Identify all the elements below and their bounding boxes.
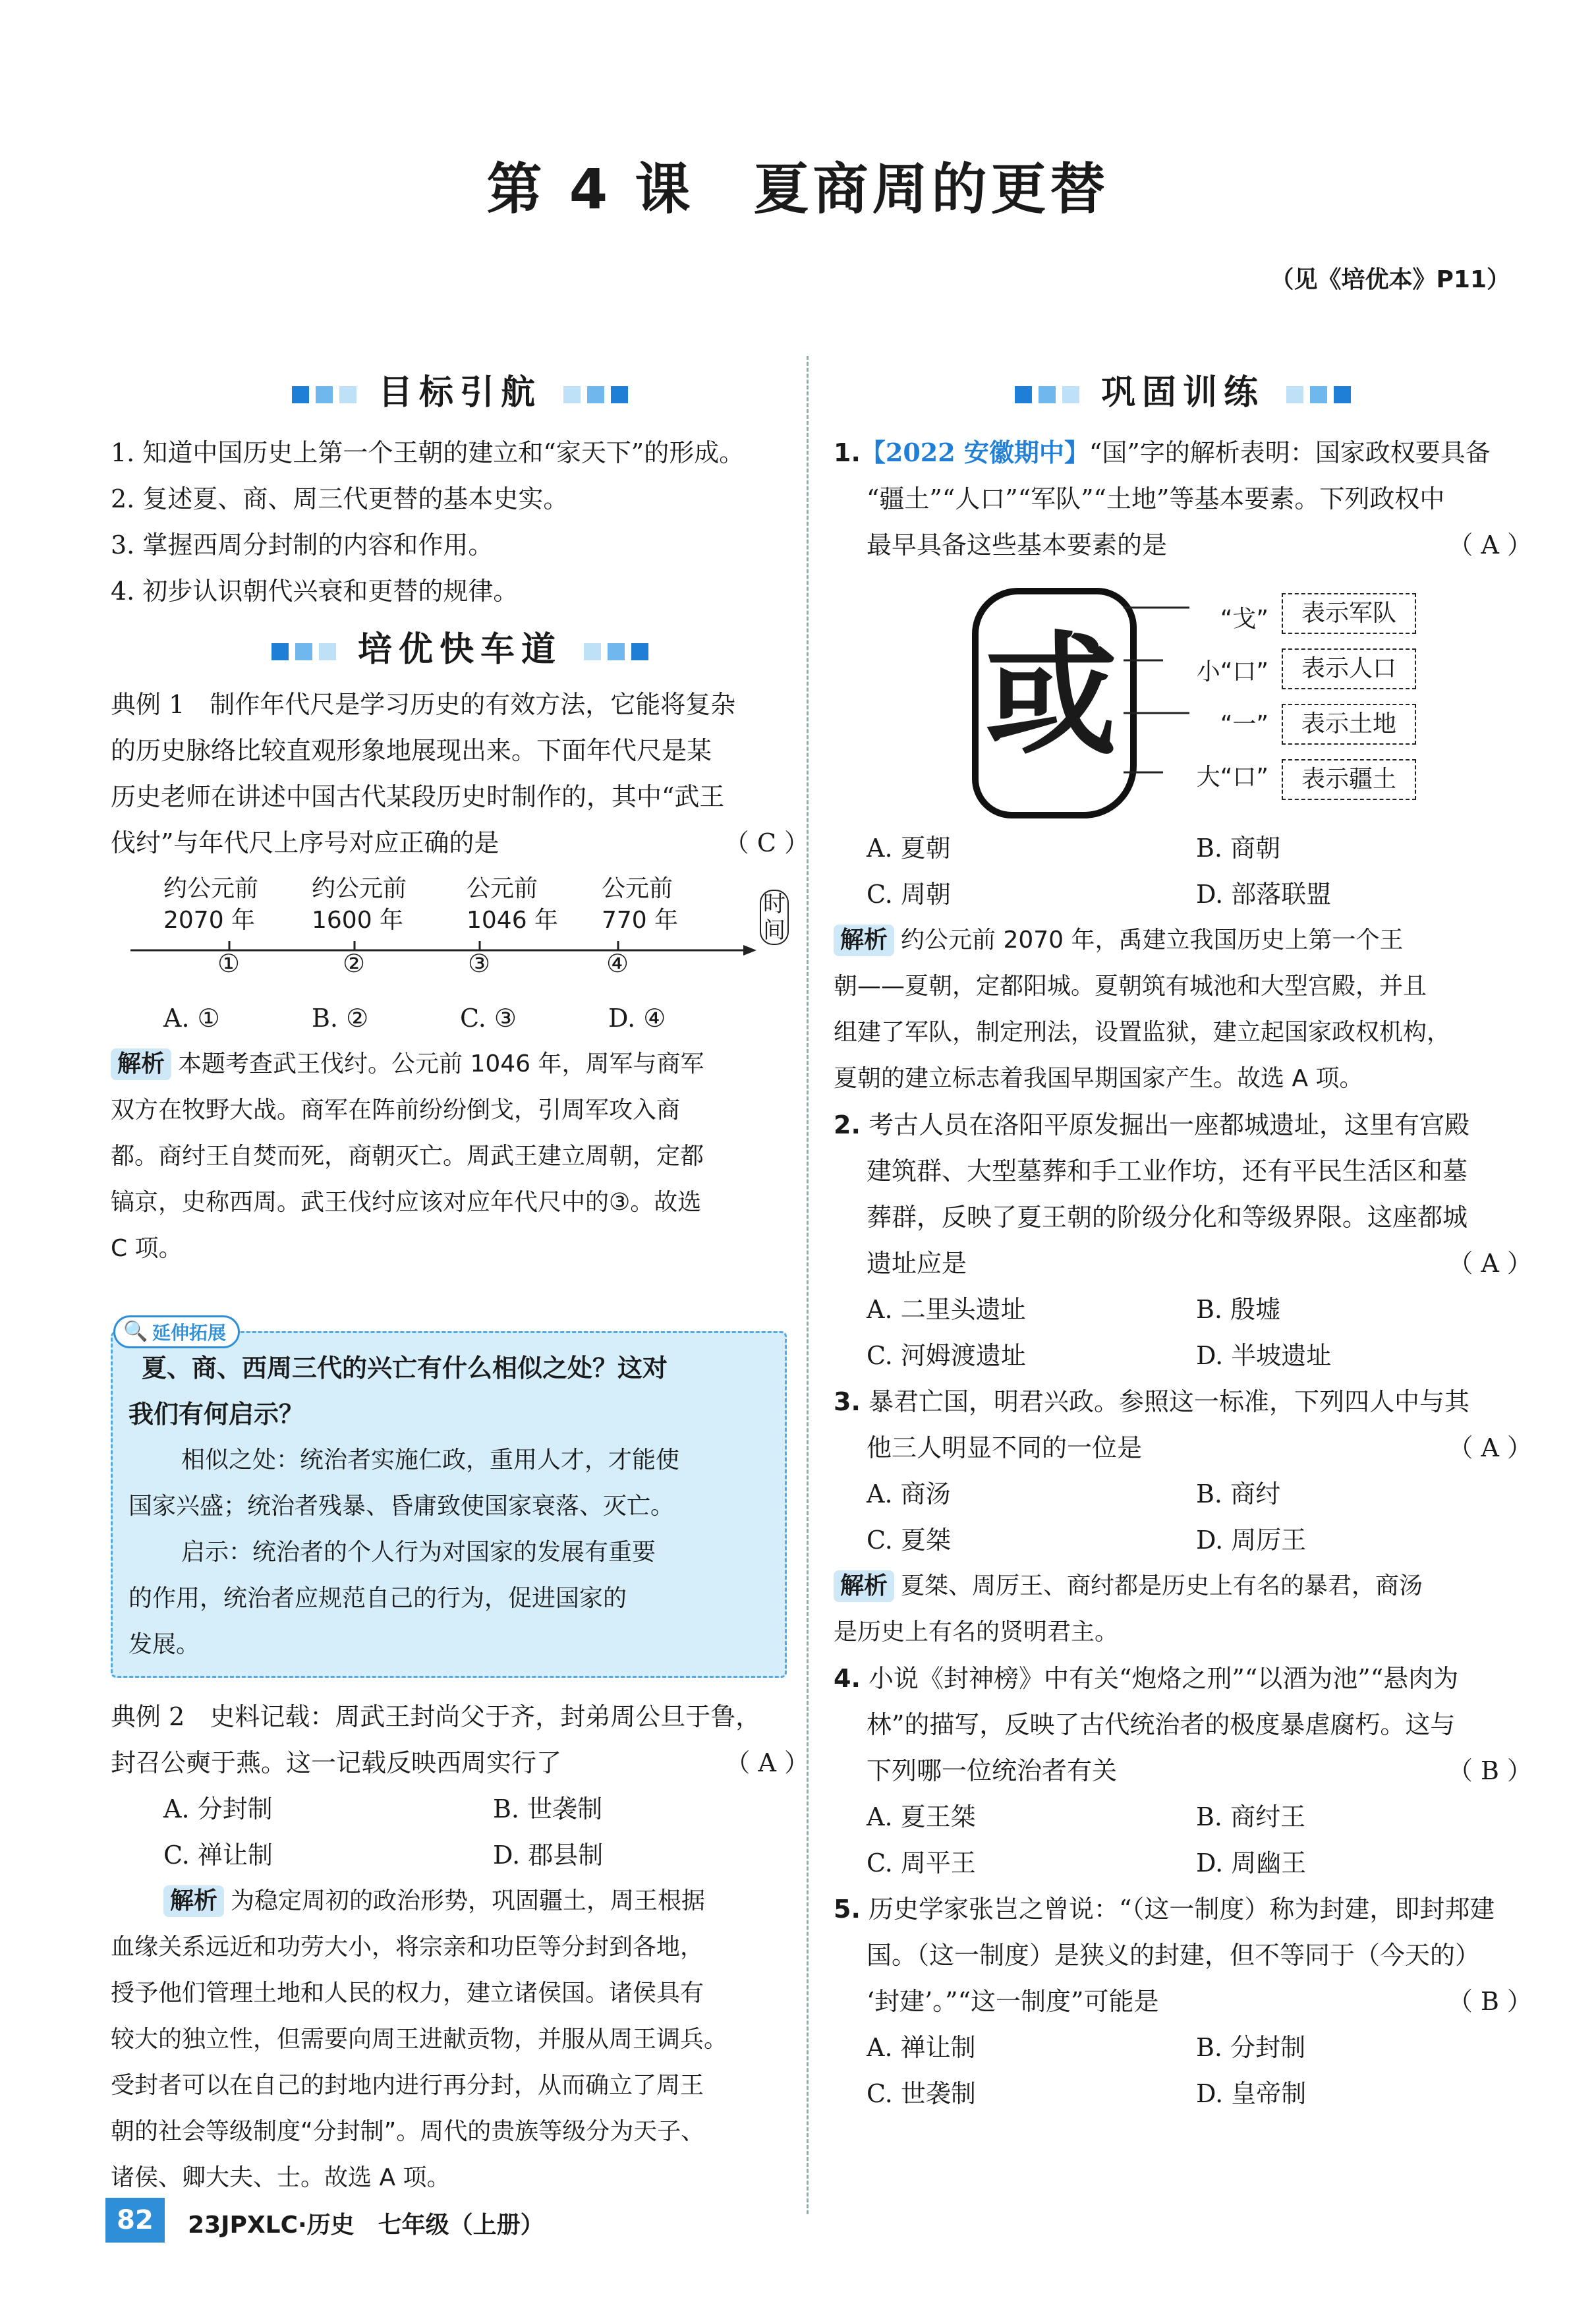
q2-answer: （ A ） bbox=[1448, 1249, 1532, 1278]
extension-tag-label: 延伸拓展 bbox=[152, 1322, 227, 1344]
question-line: “疆土”“人口”“军队”“土地”等基本要素。下列政权中 bbox=[867, 484, 1445, 513]
option: A. ① bbox=[163, 1004, 220, 1033]
analysis-line: 约公元前 2070 年，禹建立我国历史上第一个王 bbox=[901, 927, 1404, 954]
ex1-options bbox=[111, 995, 809, 1041]
analysis-line: 镐京，史称西周。武王伐纣应该对应年代尺中的③。故选 bbox=[111, 1189, 702, 1216]
option: C. ③ bbox=[460, 1004, 517, 1033]
guo-diagram bbox=[834, 581, 1532, 825]
seal-character: 或 bbox=[985, 619, 1118, 773]
analysis-line: 夏朝的建立标志着我国早期国家产生。故选 A 项。 bbox=[834, 1065, 1363, 1092]
analysis-tag: 解析 bbox=[111, 1048, 171, 1080]
option: D. ④ bbox=[608, 1004, 666, 1033]
question-line: 国。（这一制度）是狭义的封建，但不等同于（今天的） bbox=[867, 1941, 1481, 1970]
analysis-line: C 项。 bbox=[111, 1235, 183, 1262]
ex1-analysis bbox=[111, 1041, 809, 1272]
analysis-line: 双方在牧野大战。商军在阵前纷纷倒戈，引周军攻入商 bbox=[111, 1097, 681, 1124]
q3-options bbox=[834, 1471, 1532, 1517]
option: A. 禅让制 bbox=[867, 2033, 976, 2062]
question-4 bbox=[834, 1655, 1532, 1886]
question-line bbox=[834, 1978, 1532, 2024]
ex2-line bbox=[111, 1740, 809, 1786]
question-line: 小说《封神榜》中有关“炮烙之刑”“以酒为池”“悬肉为 bbox=[868, 1664, 1459, 1693]
question-5 bbox=[834, 1886, 1532, 2117]
analysis-tag: 解析 bbox=[163, 1885, 224, 1917]
question-line: 林”的描写，反映了古代统治者的极度暴虐腐朽。这与 bbox=[867, 1710, 1456, 1739]
analysis-line: 授予他们管理土地和人民的权力，建立诸侯国。诸侯具有 bbox=[111, 1980, 704, 2007]
option: D. 郡县制 bbox=[493, 1841, 604, 1870]
timeline-year: 2070 年 bbox=[163, 907, 256, 934]
section-train-header bbox=[834, 369, 1532, 416]
box-question: 我们有何启示？ bbox=[128, 1400, 304, 1429]
timeline-year: 1600 年 bbox=[312, 907, 404, 934]
timeline-mark: ② bbox=[343, 949, 366, 978]
option: B. ② bbox=[312, 1004, 369, 1033]
question-source: 【2022 安徽期中】 bbox=[860, 438, 1089, 467]
question-number: 5. bbox=[834, 1895, 861, 1924]
box-answer: 的作用，统治者应规范自己的行为，促进国家的 bbox=[128, 1585, 627, 1612]
option: B. 殷墟 bbox=[1196, 1295, 1281, 1324]
option: C. 河姆渡遗址 bbox=[867, 1341, 1026, 1370]
timeline-mark: ① bbox=[217, 949, 241, 978]
meaning-box: 表示人口 bbox=[1282, 648, 1416, 689]
timeline-label: 公元前 bbox=[467, 875, 538, 902]
ex1-line-text: 伐纣”与年代尺上序号对应正确的是 bbox=[111, 828, 499, 857]
goal-item: 3. 掌握西周分封制的内容和作用。 bbox=[111, 530, 494, 559]
question-line bbox=[834, 1240, 1532, 1286]
timeline-label: 约公元前 bbox=[163, 875, 259, 902]
extension-box bbox=[111, 1331, 787, 1678]
option: D. 皇帝制 bbox=[1196, 2079, 1307, 2108]
analysis-line: 本题考查武王伐纣。公元前 1046 年，周军与商军 bbox=[178, 1050, 704, 1077]
part-label: “戈” bbox=[1220, 606, 1268, 633]
box-question: 夏、商、西周三代的兴亡有什么相似之处？这对 bbox=[142, 1354, 668, 1383]
question-line-text: 他三人明显不同的一位是 bbox=[867, 1433, 1143, 1462]
analysis-line: 朝——夏朝，定都阳城。夏朝筑有城池和大型宫殿，并且 bbox=[834, 973, 1427, 1000]
q4-answer: （ B ） bbox=[1447, 1756, 1532, 1785]
q2-options bbox=[834, 1286, 1532, 1332]
box-answer: 发展。 bbox=[128, 1631, 200, 1658]
left-column bbox=[111, 369, 809, 1272]
box-answer: 国家兴盛；统治者残暴、昏庸致使国家衰落、灭亡。 bbox=[128, 1493, 675, 1520]
option: D. 部落联盟 bbox=[1196, 880, 1332, 909]
option: B. 世袭制 bbox=[493, 1794, 603, 1823]
option: A. 夏朝 bbox=[867, 834, 951, 863]
q3-answer: （ A ） bbox=[1448, 1433, 1532, 1462]
question-number: 1. bbox=[834, 438, 861, 467]
reference-note: （见《培优本》P11） bbox=[1270, 266, 1510, 293]
option: A. 商汤 bbox=[867, 1479, 951, 1508]
section-train-title: 巩固训练 bbox=[1100, 373, 1265, 413]
ex2-answer: （ A ） bbox=[725, 1748, 809, 1777]
box-answer: 启示：统治者的个人行为对国家的发展有重要 bbox=[181, 1539, 656, 1566]
option: A. 二里头遗址 bbox=[867, 1295, 1026, 1324]
timeline-label: 公元前 bbox=[602, 875, 673, 902]
ex1-line: 典例 1 制作年代尺是学习历史的有效方法，它能将复杂 bbox=[111, 690, 736, 719]
ex2-line-text: 封召公奭于燕。这一记载反映西周实行了 bbox=[111, 1748, 562, 1777]
question-number: 2. bbox=[834, 1110, 861, 1139]
timeline-mark: ③ bbox=[468, 949, 491, 978]
analysis-line: 诸侯、卿大夫、士。故选 A 项。 bbox=[111, 2164, 451, 2191]
analysis-line: 朝的社会等级制度“分封制”。周代的贵族等级分为天子、 bbox=[111, 2118, 705, 2145]
meaning-box: 表示军队 bbox=[1282, 593, 1416, 634]
option: D. 周幽王 bbox=[1196, 1848, 1307, 1877]
analysis-tag: 解析 bbox=[834, 925, 894, 956]
goal-item: 2. 复述夏、商、周三代更替的基本史实。 bbox=[111, 484, 569, 513]
question-line: 考古人员在洛阳平原发掘出一座都城遗址，这里有宫殿 bbox=[868, 1110, 1469, 1139]
option: B. 商纣王 bbox=[1196, 1802, 1306, 1831]
timeline-mark: ④ bbox=[606, 949, 629, 978]
option: A. 分封制 bbox=[163, 1794, 273, 1823]
question-line-text: 遗址应是 bbox=[867, 1249, 967, 1278]
page-title: 第 4 课 夏商周的更替 bbox=[486, 157, 1110, 221]
search-icon: 🔍 bbox=[123, 1320, 148, 1343]
part-label: 小“口” bbox=[1196, 658, 1268, 685]
question-number: 3. bbox=[834, 1387, 861, 1416]
part-label: 大“口” bbox=[1196, 764, 1268, 791]
analysis-line: 为稳定周初的政治形势，巩固疆土，周王根据 bbox=[231, 1887, 706, 1914]
example-1 bbox=[111, 681, 809, 866]
question-line: 历史学家张岂之曾说：“（这一制度）称为封建，即封邦建 bbox=[868, 1895, 1495, 1924]
question-line: 建筑群、大型墓葬和手工业作坊，还有平民生活区和墓 bbox=[867, 1157, 1468, 1186]
option: C. 世袭制 bbox=[867, 2079, 976, 2108]
q5-answer: （ B ） bbox=[1447, 1987, 1532, 2016]
option: C. 周平王 bbox=[867, 1848, 976, 1877]
analysis-tag: 解析 bbox=[834, 1570, 894, 1602]
option: D. 周厉王 bbox=[1196, 1526, 1307, 1555]
question-2 bbox=[834, 1102, 1532, 1379]
question-line bbox=[834, 522, 1532, 568]
section-goals-header bbox=[111, 369, 809, 416]
page-number: 82 bbox=[105, 2198, 165, 2243]
question-line: “国”字的解析表明：国家政权要具备 bbox=[1089, 438, 1491, 467]
meaning-box: 表示土地 bbox=[1282, 704, 1416, 745]
ex1-line: 的历史脉络比较直观形象地展现出来。下面年代尺是某 bbox=[111, 736, 712, 765]
q1-answer: （ A ） bbox=[1448, 530, 1532, 559]
ex2-options bbox=[111, 1832, 809, 1878]
question-line-text: ‘封建’。”“这一制度”可能是 bbox=[867, 1987, 1159, 2016]
timeline-year: 1046 年 bbox=[467, 907, 559, 934]
question-line-text: 最早具备这些基本要素的是 bbox=[867, 530, 1168, 559]
ex2-options bbox=[111, 1786, 809, 1832]
question-number: 4. bbox=[834, 1664, 861, 1693]
analysis-line: 是历史上有名的贤明君主。 bbox=[834, 1619, 1119, 1646]
ex1-line bbox=[111, 820, 809, 866]
q4-options bbox=[834, 1794, 1532, 1840]
q2-options bbox=[834, 1332, 1532, 1379]
section-goals-title: 目标引航 bbox=[378, 373, 542, 413]
q1-options bbox=[834, 825, 1532, 871]
q3-options bbox=[834, 1517, 1532, 1563]
question-line-text: 下列哪一位统治者有关 bbox=[867, 1756, 1118, 1785]
ex1-answer: （ C ） bbox=[724, 828, 809, 857]
question-line bbox=[834, 1748, 1532, 1794]
question-line: 暴君亡国，明君兴政。参照这一标准，下列四人中与其 bbox=[868, 1387, 1469, 1416]
q5-options bbox=[834, 2024, 1532, 2071]
analysis-line: 都。商纣王自焚而死，商朝灭亡。周武王建立周朝，定都 bbox=[111, 1143, 704, 1170]
analysis-line: 受封者可以在自己的封地内进行再分封，从而确立了周王 bbox=[111, 2072, 704, 2099]
meaning-box: 表示疆土 bbox=[1282, 759, 1416, 800]
question-line: 葬群，反映了夏王朝的阶级分化和等级界限。这座都城 bbox=[867, 1203, 1468, 1232]
option: D. 半坡遗址 bbox=[1196, 1341, 1332, 1370]
option: A. 夏王桀 bbox=[867, 1802, 976, 1831]
ex2-line: 典例 2 史料记载：周武王封尚父于齐，封弟周公旦于鲁， bbox=[111, 1702, 761, 1731]
timeline-year: 770 年 bbox=[602, 907, 679, 934]
q1-options bbox=[834, 871, 1532, 917]
extension-tag bbox=[113, 1315, 240, 1348]
box-answer: 相似之处：统治者实施仁政，重用人才，才能使 bbox=[181, 1447, 680, 1474]
analysis-line: 血缘关系远近和功劳大小，将宗亲和功臣等分封到各地， bbox=[111, 1934, 704, 1961]
section-fast-title: 培优快车道 bbox=[357, 630, 562, 670]
ex2-analysis bbox=[111, 1878, 809, 2201]
section-fast-header bbox=[111, 626, 809, 673]
analysis-line: 夏桀、周厉王、商纣都是历史上有名的暴君，商汤 bbox=[901, 1572, 1423, 1599]
option: C. 夏桀 bbox=[867, 1526, 951, 1555]
goal-item: 4. 初步认识朝代兴衰和更替的规律。 bbox=[111, 577, 519, 606]
question-3 bbox=[834, 1379, 1532, 1655]
q4-options bbox=[834, 1840, 1532, 1886]
option: B. 商纣 bbox=[1196, 1479, 1281, 1508]
option: B. 商朝 bbox=[1196, 834, 1281, 863]
footer-code: 23JPXLC·历史 七年级（上册） bbox=[188, 2212, 544, 2239]
right-column bbox=[834, 369, 1532, 2117]
analysis-line: 较大的独立性，但需要向周王进献贡物，并服从周王调兵。 bbox=[111, 2026, 728, 2053]
question-1 bbox=[834, 430, 1532, 1102]
option: C. 禅让制 bbox=[163, 1841, 273, 1870]
goals-list bbox=[111, 430, 809, 614]
timeline bbox=[111, 870, 809, 989]
question-line bbox=[834, 1425, 1532, 1471]
goal-item: 1. 知道中国历史上第一个王朝的建立和“家天下”的形成。 bbox=[111, 438, 745, 467]
example-2 bbox=[111, 1694, 809, 2201]
part-label: “一” bbox=[1220, 711, 1268, 738]
ex1-line: 历史老师在讲述中国古代某段历史时制作的，其中“武王 bbox=[111, 782, 725, 811]
analysis-line: 组建了军队，制定刑法，设置监狱，建立起国家政权机构， bbox=[834, 1019, 1451, 1046]
timeline-end-label: 时间 bbox=[760, 890, 789, 945]
q5-options bbox=[834, 2071, 1532, 2117]
option: B. 分封制 bbox=[1196, 2033, 1306, 2062]
option: C. 周朝 bbox=[867, 880, 951, 909]
timeline-label: 约公元前 bbox=[312, 875, 407, 902]
